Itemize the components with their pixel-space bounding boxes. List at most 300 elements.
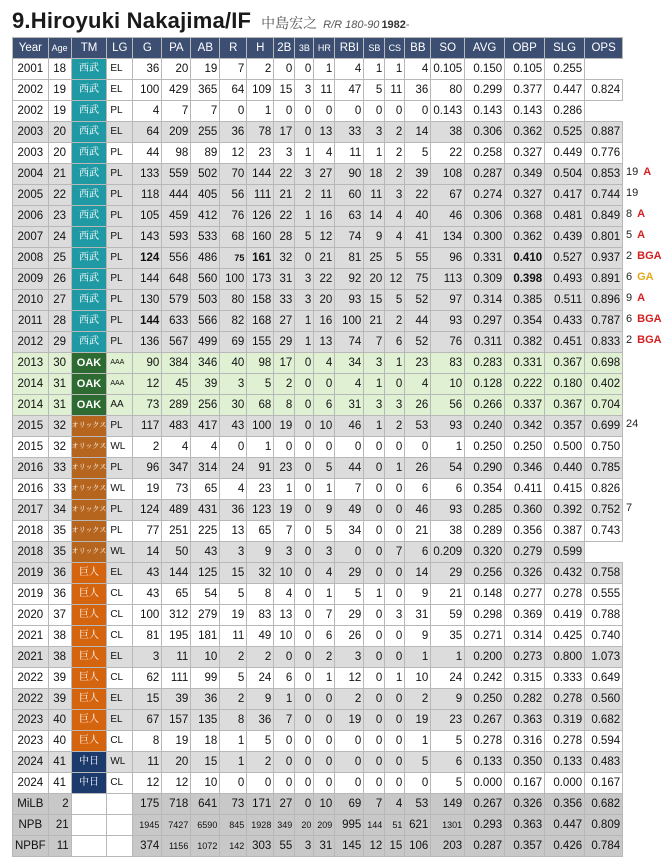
stat-h: 2 [247,647,274,668]
stat-ab: 7 [191,101,220,122]
stat-2b: 8 [274,395,295,416]
stat-r: 5 [220,584,247,605]
season-row [13,458,623,479]
team-badge: 西武 [71,248,107,269]
season-row [13,563,623,584]
stat-avg: 0.314 [465,290,505,311]
stat-ab: 36 [191,689,220,710]
stat-3b: 1 [295,206,314,227]
stat-bb: 21 [405,521,431,542]
year-cell: 2018 [13,542,49,563]
stat-3b: 0 [295,416,314,437]
stat-h: 2 [247,752,274,773]
stat-3b: 0 [295,458,314,479]
stat-hr: 1 [314,584,335,605]
stat-ab: 405 [191,185,220,206]
rank-number: 24 [626,418,639,430]
team-badge: 巨人 [71,584,107,605]
stat-r: 24 [220,458,247,479]
total-h: 171 [247,794,274,815]
league-cell: CL [107,605,133,626]
stat-rbi: 7 [335,479,364,500]
stat-ab: 19 [191,59,220,80]
stat-g: 100 [133,605,162,626]
stat-3b: 2 [295,185,314,206]
stat-hr: 4 [314,143,335,164]
column-header-age: Age [48,38,71,59]
total-bb: 53 [405,794,431,815]
stat-h: 160 [247,227,274,248]
total-bb: 106 [405,836,431,857]
column-header-ab: AB [191,38,220,59]
stat-ops: 0.787 [585,311,623,332]
stat-g: 100 [133,80,162,101]
stat-sb: 0 [364,101,385,122]
age-cell: 38 [48,626,71,647]
stat-3b: 0 [295,500,314,521]
stat-sb: 14 [364,206,385,227]
season-row [13,752,623,773]
team-badge: オリックス [71,479,107,500]
season-rank-awards [626,502,632,514]
stat-3b: 1 [295,311,314,332]
stat-g: 43 [133,584,162,605]
stat-pa: 567 [162,332,191,353]
stat-g: 14 [133,542,162,563]
year-cell: 2010 [13,290,49,311]
stat-2b: 17 [274,353,295,374]
stat-hr: 0 [314,773,335,794]
stat-so: 113 [431,269,465,290]
season-row [13,122,623,143]
team-badge: オリックス [71,521,107,542]
stat-obp: 0.326 [505,563,545,584]
stat-pa: 98 [162,143,191,164]
season-row [13,479,623,500]
stat-bb: 44 [405,311,431,332]
stat-ab: 314 [191,458,220,479]
season-rank-awards [626,271,654,283]
team-badge: 巨人 [71,563,107,584]
column-header-rbi: RBI [335,38,364,59]
stat-pa: 20 [162,752,191,773]
total-hr: 31 [314,836,335,857]
league-cell: CL [107,731,133,752]
stat-h: 9 [247,542,274,563]
stat-hr: 9 [314,500,335,521]
stat-so: 23 [431,710,465,731]
stat-3b: 0 [295,626,314,647]
stat-r: 36 [220,500,247,521]
stat-so: 10 [431,374,465,395]
stat-bb: 9 [405,584,431,605]
stat-cs: 2 [385,143,405,164]
stat-r: 40 [220,353,247,374]
team-badge: OAK [71,353,107,374]
stat-bb: 22 [405,185,431,206]
stat-so: 5 [431,731,465,752]
stat-obp: 0.362 [505,122,545,143]
league-cell: PL [107,248,133,269]
age-cell: 19 [48,101,71,122]
stat-r: 8 [220,710,247,731]
stat-cs: 4 [385,227,405,248]
stat-so: 76 [431,332,465,353]
stat-obp: 0.337 [505,395,545,416]
stat-hr: 1 [314,479,335,500]
stat-3b: 1 [295,143,314,164]
birth-year: 1982 [381,19,406,31]
stat-bb: 31 [405,605,431,626]
stat-pa: 20 [162,59,191,80]
stat-hr: 2 [314,647,335,668]
stat-sb: 0 [364,752,385,773]
team-badge: OAK [71,395,107,416]
age-cell: 41 [48,773,71,794]
stat-g: 8 [133,731,162,752]
stat-2b: 32 [274,248,295,269]
stat-h: 9 [247,689,274,710]
stat-pa: 157 [162,710,191,731]
stat-ops: 0.682 [585,710,623,731]
stat-r: 0 [220,101,247,122]
stat-slg: 0.481 [545,206,585,227]
stat-ab: 256 [191,395,220,416]
year-cell: 2014 [13,395,49,416]
stat-pa: 648 [162,269,191,290]
total-sb: 144 [364,815,385,836]
stat-ops: 0.740 [585,626,623,647]
stat-sb: 0 [364,710,385,731]
stat-sb: 1 [364,59,385,80]
stat-r: 15 [220,563,247,584]
stat-slg: 0.415 [545,479,585,500]
totals-row [13,836,623,857]
stat-h: 98 [247,353,274,374]
stat-r: 19 [220,605,247,626]
column-header-2b: 2B [274,38,295,59]
stat-bb: 52 [405,290,431,311]
stat-rbi: 44 [335,458,364,479]
total-ab: 641 [191,794,220,815]
stat-rbi: 5 [335,584,364,605]
stat-ops: 0.743 [585,521,623,542]
stat-obp: 0.327 [505,185,545,206]
stat-bb: 19 [405,710,431,731]
total-3b: 0 [295,794,314,815]
season-rank-awards [626,187,638,199]
stat-slg: 0.511 [545,290,585,311]
stat-2b: 17 [274,122,295,143]
stat-2b: 33 [274,290,295,311]
stat-slg: 0.286 [545,101,585,122]
stat-h: 111 [247,185,274,206]
stat-rbi: 11 [335,143,364,164]
season-rank-awards [626,418,638,430]
stat-sb: 11 [364,185,385,206]
season-row [13,395,623,416]
stat-cs: 4 [385,206,405,227]
stat-ab: 4 [191,437,220,458]
total-pa: 7427 [162,815,191,836]
stat-g: 19 [133,479,162,500]
stat-h: 49 [247,626,274,647]
stat-2b: 23 [274,458,295,479]
stat-2b: 2 [274,374,295,395]
stat-g: 143 [133,227,162,248]
season-row [13,290,623,311]
team-badge: 巨人 [71,689,107,710]
stat-ab: 346 [191,353,220,374]
stat-bb: 36 [405,80,431,101]
stat-bb: 46 [405,500,431,521]
column-header-hr: HR [314,38,335,59]
stat-hr: 0 [314,101,335,122]
stat-slg: 0.493 [545,269,585,290]
stat-sb: 20 [364,269,385,290]
stat-r: 76 [220,206,247,227]
stat-pa: 144 [162,563,191,584]
stat-obp: 0.354 [505,311,545,332]
table-header-row [13,38,623,59]
stat-ops: 0.704 [585,395,623,416]
total-avg: 0.287 [465,836,505,857]
season-row [13,542,623,563]
column-header-year: Year [13,38,49,59]
league-cell: PL [107,185,133,206]
stat-cs: 1 [385,59,405,80]
age-cell: 29 [48,332,71,353]
stat-rbi: 19 [335,710,364,731]
stat-2b: 3 [274,143,295,164]
stat-pa: 429 [162,80,191,101]
stat-so: 0.105 [431,59,465,80]
stat-bb: 6 [405,542,431,563]
stat-slg: 0.278 [545,731,585,752]
total-slg: 0.356 [545,794,585,815]
season-rank-awards [626,292,645,304]
stat-sb: 0 [364,626,385,647]
stat-g: 77 [133,521,162,542]
stat-bb: 26 [405,458,431,479]
rank-number: 7 [626,502,633,514]
stat-avg: 0.150 [465,59,505,80]
stat-ops: 0.849 [585,206,623,227]
stat-obp: 0.316 [505,731,545,752]
stat-bb: 52 [405,332,431,353]
stat-ops: 0.649 [585,668,623,689]
total-cs: 4 [385,794,405,815]
stat-3b: 0 [295,668,314,689]
stat-avg: 0.250 [465,437,505,458]
stat-g: 144 [133,311,162,332]
stat-3b: 0 [295,605,314,626]
stat-so: 24 [431,668,465,689]
stat-ab: 15 [191,752,220,773]
stat-ops: 0.826 [585,479,623,500]
stat-so: 59 [431,605,465,626]
total-g: 374 [133,836,162,857]
stat-3b: 0 [295,248,314,269]
league-cell: PL [107,458,133,479]
stat-slg: 0.387 [545,521,585,542]
stat-so: 67 [431,185,465,206]
stat-cs: 6 [385,332,405,353]
total-2b: 349 [274,815,295,836]
stat-cs: 1 [385,353,405,374]
stat-2b: 6 [274,668,295,689]
stat-pa: 209 [162,122,191,143]
stat-obp: 0.377 [505,80,545,101]
season-row [13,521,623,542]
season-row [13,500,623,521]
age-cell: 31 [48,395,71,416]
stat-obp: 0.410 [505,248,545,269]
stat-sb: 3 [364,395,385,416]
stat-r: 0 [220,773,247,794]
stat-so: 97 [431,290,465,311]
stat-obp: 0.368 [505,206,545,227]
stat-r: 69 [220,332,247,353]
stat-slg: 0.525 [545,122,585,143]
team-badge: 西武 [71,269,107,290]
season-rank-awards [626,313,662,325]
stat-obp: 0.277 [505,584,545,605]
age-cell: 30 [48,353,71,374]
age-cell: 21 [48,164,71,185]
total-hr: 10 [314,794,335,815]
stat-r: 30 [220,395,247,416]
player-name-kanji: 中島宏之 [261,15,318,31]
stat-3b: 0 [295,542,314,563]
total-2b: 27 [274,794,295,815]
stat-r: 7 [220,59,247,80]
stat-3b: 5 [295,227,314,248]
stat-pa: 4 [162,437,191,458]
stat-sb: 0 [364,542,385,563]
stat-bb: 1 [405,731,431,752]
stat-ab: 503 [191,290,220,311]
stat-hr: 13 [314,332,335,353]
stat-ab: 99 [191,668,220,689]
stat-2b: 1 [274,689,295,710]
year-cell: 2017 [13,500,49,521]
stat-bb: 53 [405,416,431,437]
season-row [13,710,623,731]
bats-throws-size: R/R 180-90 [323,19,380,31]
stat-ops: 0.594 [585,731,623,752]
stat-r: 70 [220,164,247,185]
season-row [13,731,623,752]
stat-cs: 5 [385,248,405,269]
stat-2b: 0 [274,773,295,794]
stat-obp: 0.350 [505,752,545,773]
total-ops: 0.682 [585,794,623,815]
stat-pa: 559 [162,164,191,185]
stat-ab: 125 [191,563,220,584]
stat-ops: 1.073 [585,647,623,668]
stat-ab: 181 [191,626,220,647]
league-cell: EL [107,59,133,80]
year-cell: 2006 [13,206,49,227]
team-badge: 中日 [71,752,107,773]
stat-g: 124 [133,248,162,269]
stat-so: 0.209 [431,542,465,563]
stat-sb: 0 [364,689,385,710]
stat-h: 68 [247,395,274,416]
age-cell: 38 [48,647,71,668]
stat-slg: 0.504 [545,164,585,185]
stat-2b: 3 [274,542,295,563]
stat-cs: 0 [385,374,405,395]
stat-slg: 0.333 [545,668,585,689]
stat-slg: 0.449 [545,143,585,164]
stat-r: 0 [220,437,247,458]
stat-2b: 19 [274,500,295,521]
stat-avg: 0.242 [465,668,505,689]
stat-h: 161 [247,248,274,269]
total-rbi: 69 [335,794,364,815]
age-cell: 35 [48,542,71,563]
age-cell: 31 [48,374,71,395]
birth-year-suffix: - [405,19,410,31]
stat-so: 96 [431,248,465,269]
total-rbi: 145 [335,836,364,857]
stat-hr: 11 [314,80,335,101]
stat-pa: 593 [162,227,191,248]
stat-g: 96 [133,458,162,479]
total-slg: 0.426 [545,836,585,857]
season-row [13,605,623,626]
column-header-avg: AVG [465,38,505,59]
stat-r: 43 [220,416,247,437]
stat-cs: 1 [385,668,405,689]
stat-slg: 0.440 [545,458,585,479]
stat-cs: 2 [385,311,405,332]
stat-3b: 3 [295,80,314,101]
stat-2b: 10 [274,563,295,584]
stat-g: 12 [133,374,162,395]
stat-bb: 5 [405,143,431,164]
stat-sb: 1 [364,584,385,605]
league-cell: AAA [107,353,133,374]
stat-so: 1 [431,647,465,668]
stat-hr: 0 [314,710,335,731]
stat-sb: 0 [364,458,385,479]
stat-cs: 2 [385,122,405,143]
stat-h: 0 [247,773,274,794]
stat-obp: 0.279 [505,542,545,563]
year-cell: 2020 [13,605,49,626]
total-slg: 0.447 [545,815,585,836]
stat-avg: 0.289 [465,521,505,542]
stat-3b: 0 [295,752,314,773]
stat-h: 123 [247,500,274,521]
stat-sb: 9 [364,227,385,248]
stat-ops: 0.483 [585,752,623,773]
stat-avg: 0.133 [465,752,505,773]
stat-sb: 0 [364,605,385,626]
stat-slg: 0.278 [545,689,585,710]
year-cell: 2013 [13,353,49,374]
stat-pa: 111 [162,668,191,689]
stat-g: 3 [133,647,162,668]
stat-so: 83 [431,353,465,374]
column-header-pa: PA [162,38,191,59]
stat-slg: 0.433 [545,311,585,332]
stat-pa: 7 [162,101,191,122]
stat-r: 11 [220,626,247,647]
